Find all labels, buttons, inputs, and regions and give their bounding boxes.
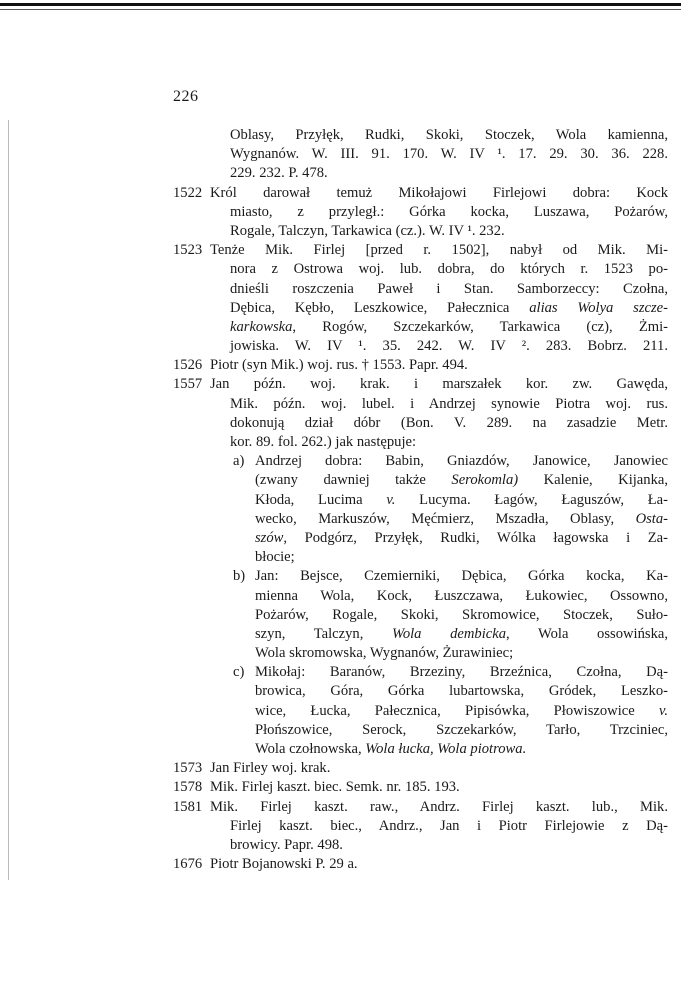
text-segment: , Rogów, Szczekarków, Tarkawica (cz), Żmi- [292,318,668,335]
text-line [210,510,668,529]
text-line [210,625,668,644]
text-line-content [255,510,668,529]
text-line [173,759,668,778]
text-line-content [255,702,668,721]
text-segment: jowiska. W. IV ¹. 35. 242. W. IV ². 283. Bobrz. 211. [230,338,668,355]
entry-year: 1581 [173,798,203,815]
text-line [210,548,668,567]
list-label: b) [233,568,246,585]
italic-text: Wola łucka, Wola piotrowa. [365,741,527,757]
entry-year: 1522 [173,184,203,201]
text-line-content [230,836,668,855]
text-line-content [233,452,668,471]
entry-year: 1573 [173,760,203,777]
text-line-content [255,471,668,490]
entry-year: 1557 [173,376,203,393]
text-line-content [230,145,668,164]
text-line [210,433,668,452]
text-line-content [173,375,668,394]
italic-text: Osta- [635,510,668,527]
italic-text: alias Wolya szcze- [529,299,668,316]
italic-text: szów [255,529,284,546]
text-segment: Płońszowice, Serock, Szczekarków, Tarło, Trzciniec, [255,721,668,738]
text-line-content [230,260,668,279]
text-segment: Piotr (syn Mik.) woj. rus. † 1553. Papr. 494. [210,357,468,374]
text-line-content [230,337,668,356]
text-line [210,721,668,740]
text-line-content [255,548,668,567]
text-line-content [173,759,668,778]
text-line-content [255,529,668,548]
page-edge-shadow [8,120,9,880]
text-line [210,471,668,490]
text-line [210,682,668,701]
text-line-content [230,433,668,452]
entry-year: 1523 [173,242,203,259]
italic-text: Wola dembicka [392,625,506,642]
text-line-content [230,299,668,318]
text-line [210,702,668,721]
text-segment: browica, Góra, Górka lubartowska, Gródek, Leszko- [255,683,668,700]
text-line-content [173,778,668,797]
text-line-content [230,414,668,433]
top-border-rule [0,3,681,6]
text-line [173,375,668,394]
text-segment: Mik. późn. woj. lubel. i Andrzej synowie Piotra woj. rus. [230,395,668,412]
text-line-content [230,395,668,414]
text-line [210,280,668,299]
text-line [210,529,668,548]
text-segment: dnieśli roszczenia Paweł i Stan. Samborzeccy: Czołna, [230,280,668,297]
italic-text: v. [658,702,668,719]
list-label: c) [233,664,245,681]
text-segment: Mik. Firlej kaszt. biec. Semk. nr. 185. 193. [210,779,460,796]
text-segment: dokonują dział dóbr (Bon. V. 289. na zasadzie Metr. [230,414,668,431]
italic-text: karkowska [230,318,293,335]
text-line [173,855,668,874]
text-line-content [255,721,668,740]
text-line [210,203,668,222]
text-line [210,587,668,606]
text-segment: Wola czołnowska, [255,741,366,757]
text-line [210,836,668,855]
page-number: 226 [173,88,199,105]
text-segment: Wygnanów. W. III. 91. 170. W. IV ¹. 17. 29. 30. 36. 228. [230,146,668,163]
text-line-content [173,855,668,874]
text-segment: Piotr Bojanowski P. 29 a. [210,856,358,873]
text-line-content [173,798,668,817]
text-line-content [230,222,668,241]
text-line [173,778,668,797]
text-segment: Lucyma. Łagów, Łaguszów, Ła- [395,491,668,508]
text-segment: szyn, Talczyn, [255,625,392,642]
text-segment: 229. 232. P. 478. [230,165,328,182]
text-line [210,260,668,279]
text-line-content [173,356,668,375]
text-segment: Rogale, Talczyn, Tarkawica (cz.). W. IV ¹. 232. [230,222,505,239]
text-segment: mienna Wola, Kock, Łuszczawa, Łukowiec, Ossowno, [255,587,668,604]
text-line-content [230,164,668,183]
text-line [210,126,668,145]
text-line [210,663,668,682]
text-line-content [230,817,668,836]
text-line-content [230,318,668,337]
text-line [210,567,668,586]
text-line [210,491,668,510]
text-line [210,817,668,836]
text-line [210,644,668,663]
text-line-content [230,203,668,222]
text-segment: Andrzej dobra: Babin, Gniazdów, Janowice, Janowiec [255,453,668,470]
text-segment: Dębica, Kębło, Leszkowice, Pałecznica [230,299,530,316]
text-line [210,145,668,164]
text-line-content [255,491,668,510]
text-segment: Kalenie, Kijanka, [518,472,668,489]
text-segment: Pożarów, Rogale, Skoki, Skromowice, Stoczek, Suło- [255,606,668,623]
text-line [173,798,668,817]
text-line [210,414,668,433]
entry-year: 1526 [173,357,203,374]
text-segment: Firlej kaszt. biec., Andrz., Jan i Piotr Firlejowie z Dą- [230,817,668,834]
text-segment: wice, Łucka, Pałecznica, Pipisówka, Płowiszowice [255,702,659,719]
text-line-content [173,241,668,260]
text-line [173,241,668,260]
text-segment: , Wola ossowińska, [506,625,668,642]
text-segment: Jan późn. woj. krak. i marszałek kor. zw. Gawęda, [210,376,668,393]
text-segment: Mikołaj: Baranów, Brzeziny, Brzeźnica, Czołna, Dą- [255,664,668,681]
text-line-content [255,644,668,663]
text-line [173,184,668,203]
text-line [210,740,668,759]
text-line-content [233,567,668,586]
text-line [210,164,668,183]
text-segment: , Podgórz, Przyłęk, Rudki, Wólka łagowska i Za- [283,529,668,546]
italic-text: v. [386,491,396,508]
text-line-content [255,682,668,701]
top-border-rule-thin [0,9,681,10]
main-text-block [173,126,668,874]
text-segment: kor. 89. fol. 262.) jak następuje: [230,434,417,450]
italic-text: Serokomla) [451,472,519,489]
text-segment: (zwany dawniej także [255,472,452,489]
text-line-content [255,606,668,625]
text-line [210,299,668,318]
text-line-content [255,740,668,759]
text-line [210,318,668,337]
text-line [210,395,668,414]
text-line [173,356,668,375]
entry-year: 1676 [173,856,203,873]
list-label: a) [233,453,245,470]
text-segment: błocie; [255,549,295,566]
text-segment: browicy. Papr. 498. [230,836,343,853]
text-segment: Tenże Mik. Firlej [przed r. 1502], nabył od Mik. Mi- [210,242,668,259]
text-line-content [233,663,668,682]
text-segment: wecko, Markuszów, Męćmierz, Mszadła, Oblasy, [255,510,636,527]
text-line-content [255,625,668,644]
text-segment: Mik. Firlej kaszt. raw., Andrz. Firlej kaszt. lub., Mik. [210,798,668,815]
text-line [210,222,668,241]
text-segment: nora z Ostrowa woj. lub. dobra, do których r. 1523 po- [230,261,668,278]
text-segment: miasto, z przyległ.: Górka kocka, Luszawa, Pożarów, [230,203,668,220]
text-line [210,337,668,356]
text-segment: Wola skromowska, Wygnanów, Żurawiniec; [255,645,514,662]
entry-year: 1578 [173,779,203,796]
text-line-content [173,184,668,203]
text-segment: Jan Firley woj. krak. [210,760,331,777]
text-line-content [230,280,668,299]
text-line-content [255,587,668,606]
text-line [210,606,668,625]
text-line [210,452,668,471]
text-segment: Jan: Bejsce, Czemierniki, Dębica, Górka kocka, Ka- [255,568,668,585]
text-segment: Król darował temuż Mikołajowi Firlejowi dobra: Kock [210,184,668,201]
text-segment: Kłoda, Lucima [255,491,387,508]
text-segment: Oblasy, Przyłęk, Rudki, Skoki, Stoczek, Wola kamienna, [230,127,668,143]
text-line-content [230,126,668,145]
